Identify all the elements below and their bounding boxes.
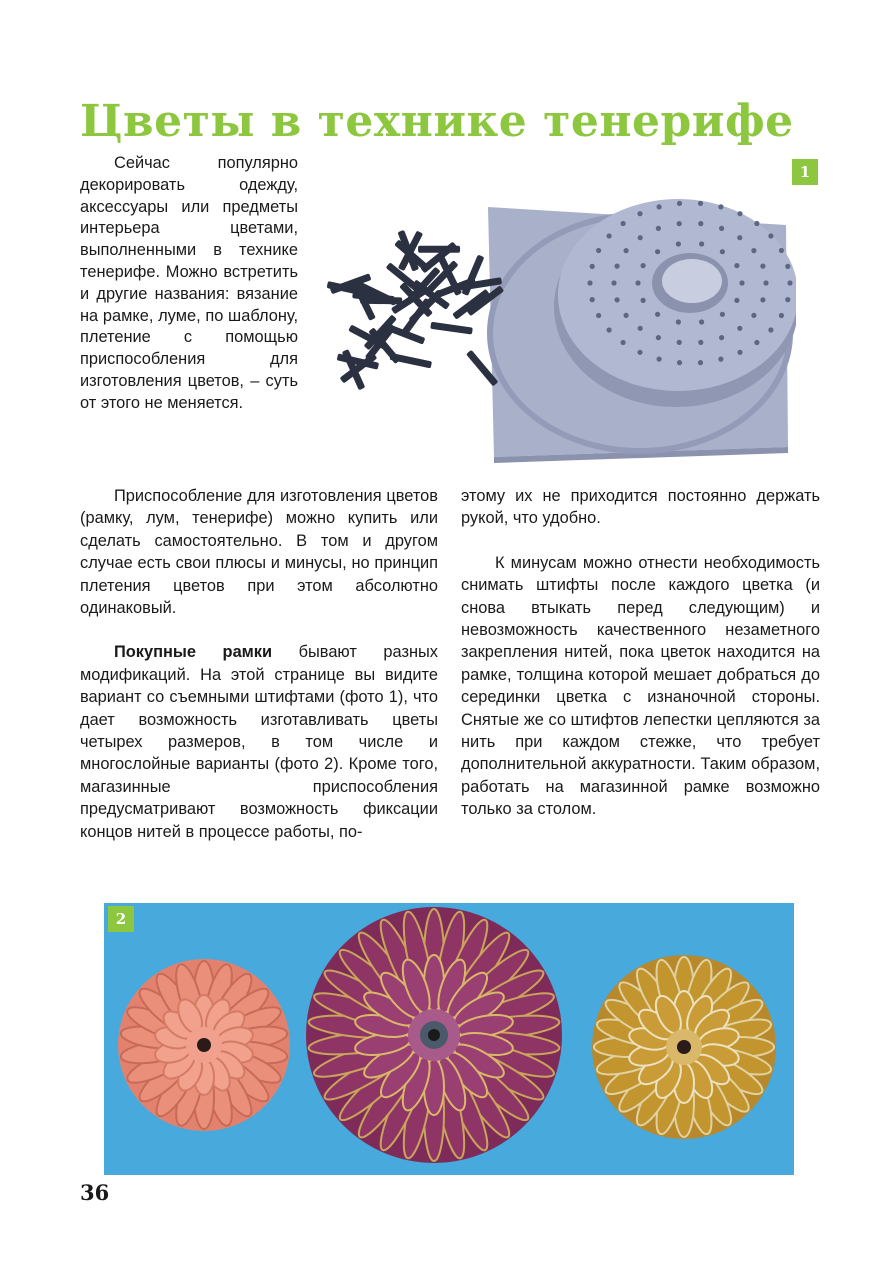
loom-hole <box>768 233 773 238</box>
loom-hole <box>655 249 660 254</box>
loom-hole <box>737 235 742 240</box>
loom-hole <box>607 233 612 238</box>
loom-hole <box>698 360 703 365</box>
loom-hole <box>676 241 681 246</box>
flower-mustard <box>592 955 776 1139</box>
loom-hole <box>676 319 681 324</box>
loom-hole <box>768 327 773 332</box>
loom-hole <box>677 360 682 365</box>
left-paragraph-2-text: бывают разных модификаций. На этой странице вы видите вариант со съемными штифтами (фото 1), что дает возможность изготавливать цветы четырех размеров, в том числе и многослойные варианты (фото 2). Кроме того, магазинные приспособления предусматривают возможность фиксации концов нитей в процессе работы, по- <box>80 643 438 841</box>
loom-hole <box>739 280 744 285</box>
loom-hole <box>635 280 640 285</box>
loom-hole <box>638 235 643 240</box>
photo1-label: 1 <box>792 159 818 185</box>
loom-pin <box>462 255 485 296</box>
loom-hole <box>611 280 616 285</box>
loom-hole <box>787 280 792 285</box>
loom-hole <box>751 313 756 318</box>
loom-hole <box>699 241 704 246</box>
page-title: Цветы в технике тенерифе <box>80 96 794 147</box>
loom-hole <box>656 335 661 340</box>
loom-hole <box>699 319 704 324</box>
loom-hole <box>718 357 723 362</box>
page-number: 36 <box>80 1180 110 1205</box>
loom-hole <box>637 350 642 355</box>
loom-hole <box>677 201 682 206</box>
loom-hole <box>754 340 759 345</box>
loom-hole <box>590 297 595 302</box>
loom-pin <box>390 353 433 369</box>
loom-pin <box>430 322 473 335</box>
loom-hole <box>720 249 725 254</box>
loom-hole <box>677 221 682 226</box>
loom-hole <box>638 326 643 331</box>
right-paragraph-1: этому их не приходится постоянно держать рукой, что удобно. <box>461 487 820 528</box>
loom-hole <box>779 248 784 253</box>
loom-hole <box>615 297 620 302</box>
loom-hole <box>621 340 626 345</box>
loom-hole <box>657 357 662 362</box>
loom-hole <box>760 297 765 302</box>
loom-hole <box>621 221 626 226</box>
loom-hole <box>698 221 703 226</box>
loom-hole <box>779 313 784 318</box>
left-paragraph-2 <box>80 641 438 843</box>
loom-hole <box>763 280 768 285</box>
loom-hole <box>785 264 790 269</box>
loom-hole <box>607 327 612 332</box>
loom-hole <box>587 280 592 285</box>
loom-hole <box>737 350 742 355</box>
intro-paragraph: Сейчас популярно декорировать одежду, аксессуары или предметы интерьера цветами, выполненными в технике тенерифе. Можно встретить и другие названия: вязание на рамке, луме, по шаблону, плетение с помощью приспособления для изготовления цветов, – суть от этого не меняется. <box>80 154 298 412</box>
loom-hole <box>751 248 756 253</box>
loom-hole <box>720 312 725 317</box>
loom-hole <box>677 340 682 345</box>
loom-hole <box>624 313 629 318</box>
loom-hole <box>656 226 661 231</box>
loom-hole <box>734 298 739 303</box>
photo1-loom-with-pins <box>318 195 796 465</box>
loom-hole <box>719 335 724 340</box>
loom-hole <box>657 204 662 209</box>
flower-purple <box>306 907 562 1163</box>
loom-hole <box>754 221 759 226</box>
right-paragraph-2: К минусам можно отнести необходимость снимать штифты после каждого цветка (и снова втыкать перед следующим) и невозможность качественного незаметного закрепления нитей, пока цветок находится на рамке, толщина которой мешает добраться до серединки цветка с изнаночной стороны. Снятые же со штифтов лепестки цепляются за нить при каждом стежке, что требует дополнительной аккуратности. Таким образом, работать на магазинной рамке возможно только за столом. <box>461 553 820 819</box>
loom-hole <box>737 211 742 216</box>
loom-hole <box>785 297 790 302</box>
loom-hole <box>641 263 646 268</box>
flower-coral <box>118 959 290 1131</box>
loom-hole <box>641 298 646 303</box>
photo2-flowers <box>104 903 794 1175</box>
loom-hole <box>624 248 629 253</box>
left-paragraph-2-bold: Покупные рамки <box>114 643 273 662</box>
loom-hole <box>734 263 739 268</box>
photo2-label: 2 <box>108 906 134 932</box>
loom-hole <box>698 340 703 345</box>
loom-hole <box>698 201 703 206</box>
loom-hole <box>760 264 765 269</box>
loom-hole <box>719 226 724 231</box>
left-paragraph-1: Приспособление для изготовления цветов (рамку, лум, тенерифе) можно купить или сделать самостоятельно. В том и другом случае есть свои плюсы и минусы, но принцип плетения цветов при этом абсолютно одинаковый. <box>80 487 438 618</box>
loom-hole <box>596 248 601 253</box>
loom-hole <box>590 264 595 269</box>
loom-hole <box>655 312 660 317</box>
loom-hole <box>596 313 601 318</box>
loom-hole <box>615 264 620 269</box>
loom-hole <box>737 326 742 331</box>
loom-hole <box>718 204 723 209</box>
loom-hole <box>637 211 642 216</box>
